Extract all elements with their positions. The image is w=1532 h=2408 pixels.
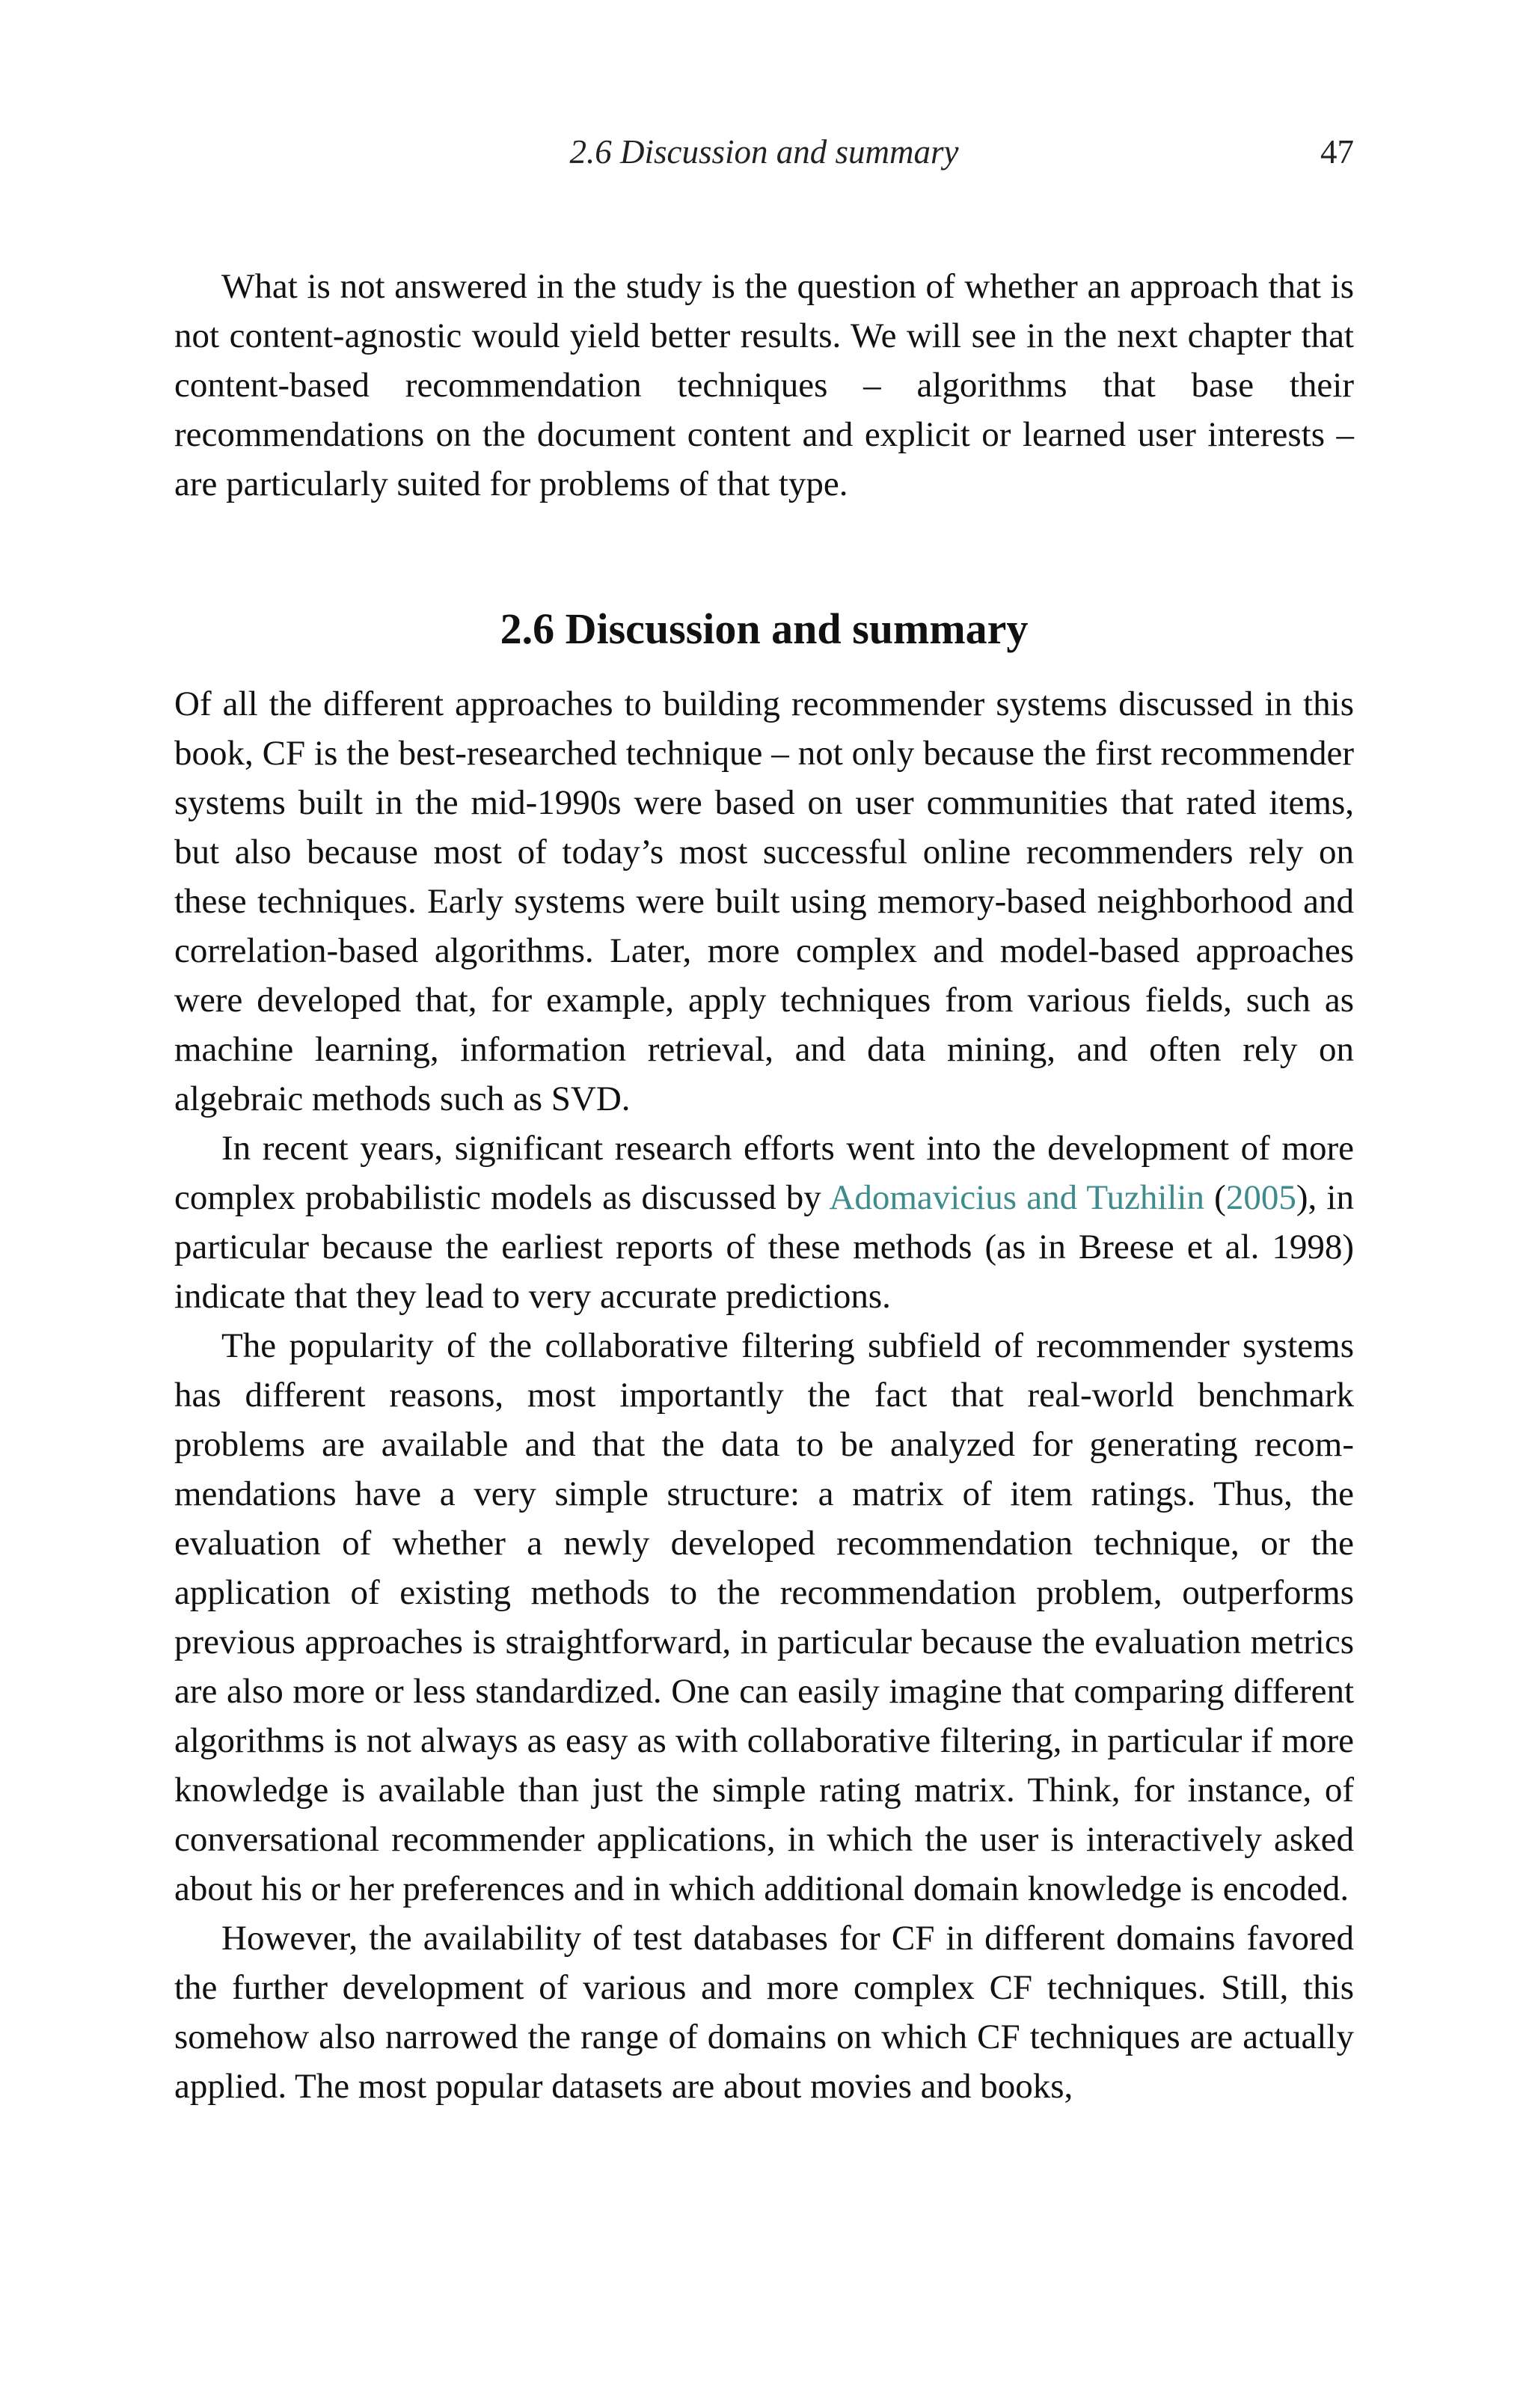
citation-link-year[interactable]: 2005 xyxy=(1225,1178,1296,1217)
paragraph-text: ), in particular because the earliest reports of these methods (as in Breese et al. 1998) indicate that they lead to very accurate predictions. xyxy=(174,1178,1354,1316)
page-number: 47 xyxy=(1320,133,1354,171)
running-head: 2.6 Discussion and summary xyxy=(569,133,959,171)
paragraph-probabilistic-models xyxy=(174,1124,1354,1321)
citation-link-authors[interactable]: Adomavicius and Tuzhilin xyxy=(829,1178,1204,1217)
section-spacer xyxy=(174,655,1354,679)
paragraph-study-question: What is not answered in the study is the question of whether an approach that is not content-agnostic would yield better results. We will see in the next chapter that content-based recommendation techniques – algorithms that base their recommendations on the document content and explicit or learned user interests – are particularly suited for problems of that type. xyxy=(174,267,1354,503)
section-spacer xyxy=(174,509,1354,603)
paragraph-text: In recent years, significant research efforts went into the development of more complex probabilistic models as discussed by xyxy=(174,1129,1354,1217)
paragraph-text: ( xyxy=(1204,1178,1226,1217)
page-header xyxy=(174,126,1354,178)
paragraph-cf-overview: Of all the different approaches to building recommender systems discussed in this book, CF is the best-researched technique – not only because the first recommender systems built in the mid-1990s were based on user communities that rated items, but also because most of today’s most successful online recommenders rely on these techniques. Early systems were built using memory-based neighborhood and correlation-based algorithms. Later, more complex and model-based approaches were developed that, for example, apply techniques from various fields, such as machine learning, information retrieval, and data mining, and often rely on algebraic methods such as SVD. xyxy=(174,684,1354,1118)
page-body xyxy=(174,262,1354,2111)
paragraph-test-databases: However, the availability of test databases for CF in different domains favored the further development of various and more complex CF techniques. Still, this somehow also narrowed the range of domains on which CF techniques are actually applied. The most popular datasets are about movies and books, xyxy=(174,1919,1354,2106)
section-heading: 2.6 Discussion and summary xyxy=(500,604,1029,653)
paragraph-cf-popularity: The popularity of the collaborative filtering subfield of recommender systems has different reasons, most importantly the fact that real-world benchmark problems are available and that the data to be analyzed for generating recommendations have a very simple structure: a matrix of item ratings. Thus, the evaluation of whether a newly developed recommendation technique, or the application of existing methods to the recommendation problem, outperforms previous approaches is straightforward, in particular because the evaluation metrics are also more or less standardized. One can easily imagine that comparing different algorithms is not always as easy as with collaborative filtering, in particular if more knowledge is available than just the simple rating matrix. Think, for instance, of conversational recommender applications, in which the user is interactively asked about his or her preferences and in which additional domain knowledge is encoded. xyxy=(174,1326,1354,1908)
